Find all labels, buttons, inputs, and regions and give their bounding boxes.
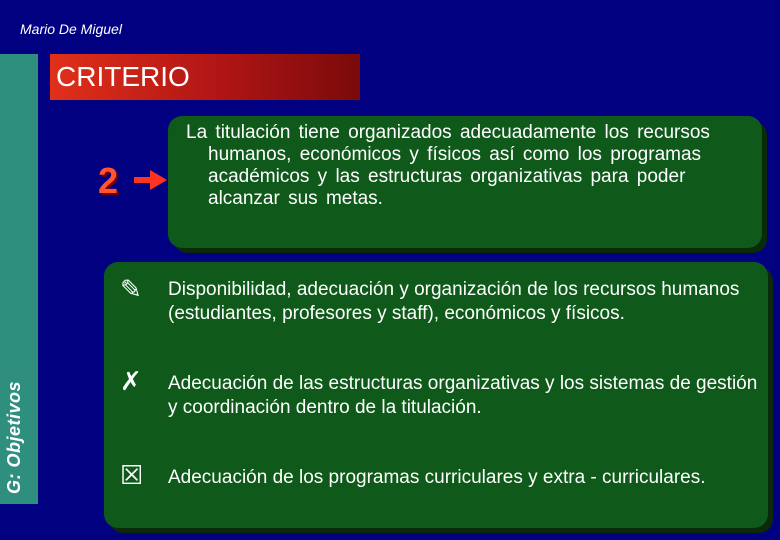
bullet-text: Disponibilidad, adecuación y organización de los recursos humanos (estudiantes, profesores y staff), económicos y físicos.	[168, 279, 740, 324]
criterio-number: 2	[98, 160, 119, 201]
x-box-icon: ☒	[120, 460, 144, 490]
x-mark-icon: ✗	[120, 366, 142, 396]
criterio-banner: CRITERIO	[50, 54, 360, 100]
bullet-text: Adecuación de las estructuras organizativas y los sistemas de gestión y coordinación dentro de la titulación.	[168, 373, 758, 418]
bullets-box	[104, 262, 768, 528]
pencil-icon: ✎	[120, 274, 142, 304]
description-box	[168, 116, 762, 248]
description-text: La titulación tiene organizados adecuadamente los recursos humanos, económicos y físicos así como los programas académicos y las estructuras organizativas para poder alcanzar sus metas.	[186, 122, 710, 209]
arrow-right-icon	[134, 168, 168, 192]
author-name: Mario De Miguel	[20, 21, 122, 37]
bullet-text: Adecuación de los programas curriculares y extra - curriculares.	[168, 467, 706, 488]
side-label: G: Objetivos	[4, 380, 24, 494]
